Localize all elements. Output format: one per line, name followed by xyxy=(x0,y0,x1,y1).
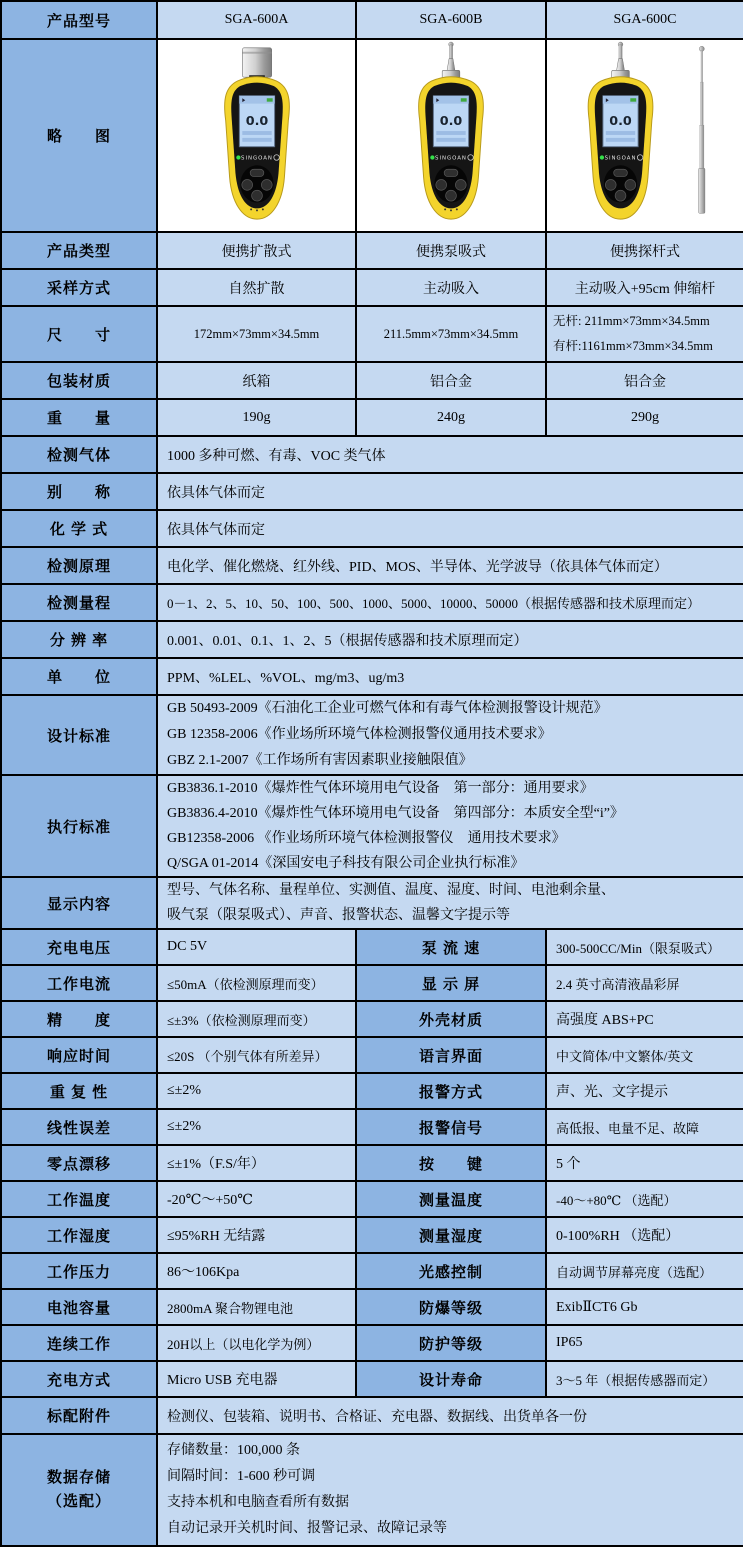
row-working-current-display xyxy=(1,965,743,1001)
detection-range-value: 0－1、2、5、10、50、100、500、1000、5000、10000、50000（根据传感器和技术原理而定） xyxy=(157,584,743,621)
accuracy-value: ≤±3%（依检测原理而变） xyxy=(157,1001,356,1037)
label-display-content: 显示内容 xyxy=(1,877,157,929)
label-explosionproof-grade: 防爆等级 xyxy=(356,1289,546,1325)
label-alarm-mode: 报警方式 xyxy=(356,1073,546,1109)
resolution-value: 0.001、0.01、0.1、1、2、5（根据传感器和技术原理而定） xyxy=(157,621,743,658)
label-exec-standard: 执行标准 xyxy=(1,775,157,877)
screen-row1 xyxy=(606,131,635,135)
design-standard-line2: GB 12358-2006《作业场所环境气体检测报警仪通用技术要求》 xyxy=(167,727,552,742)
packing-b: 铝合金 xyxy=(356,362,546,399)
case-material-value: 高强度 ABS+PC xyxy=(546,1001,743,1037)
screen-row2 xyxy=(436,138,465,142)
label-resolution: 分 辨 率 xyxy=(1,621,157,658)
sampling-c: 主动吸入+95cm 伸缩杆 xyxy=(546,269,743,306)
label-product-type: 产品类型 xyxy=(1,232,157,269)
row-dimensions xyxy=(1,306,743,362)
working-pressure-value: 86～106Kpa xyxy=(157,1253,356,1289)
data-storage-line3: 支持本机和电脑查看所有数据 xyxy=(167,1495,349,1510)
row-weight xyxy=(1,399,743,436)
packing-a: 纸箱 xyxy=(157,362,356,399)
exec-standard-line4: Q/SGA 01-2014《深国安电子科技有限公司企业执行标准》 xyxy=(167,856,525,871)
linearity-error-value: ≤±2% xyxy=(157,1109,356,1145)
row-working-humidity-measure-humidity xyxy=(1,1217,743,1253)
screen-row2 xyxy=(606,138,635,142)
row-sketch xyxy=(1,39,743,232)
label-detection-principle: 检测原理 xyxy=(1,547,157,584)
screen-row1 xyxy=(242,131,271,135)
label-case-material: 外壳材质 xyxy=(356,1001,546,1037)
battery-icon xyxy=(266,98,272,101)
unit-value: PPM、%LEL、%VOL、mg/m3、ug/m3 xyxy=(157,658,743,695)
row-linearity-alarm-signal xyxy=(1,1109,743,1145)
zero-drift-value: ≤±1%（F.S/年） xyxy=(157,1145,356,1181)
label-linearity-error: 线性误差 xyxy=(1,1109,157,1145)
screen-row2 xyxy=(242,138,271,142)
row-packing-material xyxy=(1,362,743,399)
label-product-model: 产品型号 xyxy=(1,1,157,39)
label-measure-temp: 测量温度 xyxy=(356,1181,546,1217)
label-alias: 别 称 xyxy=(1,473,157,510)
detector-pump-illustration xyxy=(386,40,516,226)
label-working-current: 工作电流 xyxy=(1,965,157,1001)
keypad-right-button xyxy=(261,180,272,191)
telescopic-rod xyxy=(699,46,705,213)
display-content-line1: 型号、气体名称、量程单位、实测值、温度、湿度、时间、电池剩余量、 xyxy=(167,883,615,898)
dimensions-c-rod: 有杆:1161mm×73mm×34.5mm xyxy=(553,339,713,353)
row-detection-principle xyxy=(1,547,743,584)
label-data-storage xyxy=(1,1434,157,1546)
keypad-left-button xyxy=(241,180,252,191)
row-standard-accessories xyxy=(1,1397,743,1434)
dimensions-a: 172mm×73mm×34.5mm xyxy=(157,306,356,362)
brand-text: SINGOAN xyxy=(435,155,467,162)
standard-accessories-value: 检测仪、包装箱、说明书、合格证、充电器、数据线、出货单各一份 xyxy=(157,1397,743,1434)
weight-a: 190g xyxy=(157,399,356,436)
detection-principle-value: 电化学、催化燃烧、红外线、PID、MOS、半导体、光学波导（依具体气体而定） xyxy=(157,547,743,584)
label-charge-voltage: 充电电压 xyxy=(1,929,157,965)
label-working-temp: 工作温度 xyxy=(1,1181,157,1217)
row-unit xyxy=(1,658,743,695)
label-language-ui: 语言界面 xyxy=(356,1037,546,1073)
screen-reading: 0.0 xyxy=(439,113,463,129)
response-time-value: ≤20S （个别气体有所差异） xyxy=(157,1037,356,1073)
label-repeatability: 重 复 性 xyxy=(1,1073,157,1109)
row-chemical-formula xyxy=(1,510,743,547)
repeatability-value: ≤±2% xyxy=(157,1073,356,1109)
measure-humidity-value: 0-100%RH （选配） xyxy=(546,1217,743,1253)
row-detection-range xyxy=(1,584,743,621)
keypad-menu-button xyxy=(250,169,264,176)
label-continuous-work: 连续工作 xyxy=(1,1325,157,1361)
row-charging-method-design-life xyxy=(1,1361,743,1397)
label-design-standard: 设计标准 xyxy=(1,695,157,775)
keypad-left-button xyxy=(436,180,447,191)
design-life-value: 3～5 年（根据传感器而定） xyxy=(546,1361,743,1397)
keypad-enter-button xyxy=(446,190,457,201)
measure-temp-value: -40～+80℃ （选配） xyxy=(546,1181,743,1217)
continuous-work-value: 20H以上（以电化学为例） xyxy=(157,1325,356,1361)
keypad-enter-button xyxy=(615,190,626,201)
dimensions-c-norod: 无杆: 211mm×73mm×34.5mm xyxy=(553,314,710,328)
brand-text: SINGOAN xyxy=(604,155,637,162)
light-control-value: 自动调节屏幕亮度（选配） xyxy=(546,1253,743,1289)
protection-grade-value: IP65 xyxy=(546,1325,743,1361)
row-alias xyxy=(1,473,743,510)
alias-value: 依具体气体而定 xyxy=(157,473,743,510)
charging-method-value: Micro USB 充电器 xyxy=(157,1361,356,1397)
probe-cone xyxy=(447,59,455,71)
sampling-a: 自然扩散 xyxy=(157,269,356,306)
product-type-c: 便携探杆式 xyxy=(546,232,743,269)
keypad-menu-button xyxy=(444,169,458,176)
alarm-mode-value: 声、光、文字提示 xyxy=(546,1073,743,1109)
row-working-temp-measure-temp xyxy=(1,1181,743,1217)
display-content-value xyxy=(157,877,743,929)
keypad-right-button xyxy=(625,180,636,191)
label-protection-grade: 防护等级 xyxy=(356,1325,546,1361)
model-c-cell: SGA-600C xyxy=(546,1,743,39)
label-accuracy: 精 度 xyxy=(1,1001,157,1037)
detected-gas-value: 1000 多种可燃、有毒、VOC 类气体 xyxy=(157,436,743,473)
detector-diffusion-illustration xyxy=(192,40,322,226)
label-standard-accessories: 标配附件 xyxy=(1,1397,157,1434)
row-design-standard xyxy=(1,695,743,775)
exec-standard-line2: GB3836.4-2010《爆炸性气体环境用电气设备 第四部分：本质安全型“i”》 xyxy=(167,806,624,821)
keypad-right-button xyxy=(455,180,466,191)
row-response-time-language xyxy=(1,1037,743,1073)
brand-text: SINGOAN xyxy=(240,155,273,162)
row-exec-standard xyxy=(1,775,743,877)
label-weight: 重 量 xyxy=(1,399,157,436)
label-light-control: 光感控制 xyxy=(356,1253,546,1289)
exec-standard-line1: GB3836.1-2010《爆炸性气体环境用电气设备 第一部分：通用要求》 xyxy=(167,781,594,796)
status-led xyxy=(430,155,434,159)
label-sketch: 略 图 xyxy=(1,39,157,232)
probe-rod xyxy=(619,45,622,59)
explosionproof-grade-value: ExibⅡCT6 Gb xyxy=(546,1289,743,1325)
label-pump-flow: 泵 流 速 xyxy=(356,929,546,965)
working-temp-value: -20℃～+50℃ xyxy=(157,1181,356,1217)
row-sampling-method xyxy=(1,269,743,306)
label-keys: 按 键 xyxy=(356,1145,546,1181)
product-type-b: 便携泵吸式 xyxy=(356,232,546,269)
label-alarm-signal: 报警信号 xyxy=(356,1109,546,1145)
data-storage-value xyxy=(157,1434,743,1546)
label-detected-gas: 检测气体 xyxy=(1,436,157,473)
alarm-signal-value: 高低报、电量不足、故障 xyxy=(546,1109,743,1145)
charge-voltage-value: DC 5V xyxy=(157,929,356,965)
row-data-storage xyxy=(1,1434,743,1546)
row-product-model xyxy=(1,1,743,39)
sampling-b: 主动吸入 xyxy=(356,269,546,306)
status-led xyxy=(600,155,604,159)
row-working-pressure-light-control xyxy=(1,1253,743,1289)
label-packing-material: 包装材质 xyxy=(1,362,157,399)
screen-row1 xyxy=(436,131,465,135)
data-storage-line4: 自动记录开关机时间、报警记录、故障记录等 xyxy=(167,1521,447,1536)
label-design-life: 设计寿命 xyxy=(356,1361,546,1397)
working-current-value: ≤50mA（依检测原理而变） xyxy=(157,965,356,1001)
packing-c: 铝合金 xyxy=(546,362,743,399)
label-chemical-formula: 化 学 式 xyxy=(1,510,157,547)
pump-flow-value: 300-500CC/Min（限泵吸式） xyxy=(546,929,743,965)
keys-value: 5 个 xyxy=(546,1145,743,1181)
data-storage-label-line1: 数据存储 xyxy=(46,1469,111,1486)
data-storage-line2: 间隔时间：1-600 秒可调 xyxy=(167,1469,316,1484)
design-standard-line3: GBZ 2.1-2007《工作场所有害因素职业接触限值》 xyxy=(167,753,473,768)
label-working-pressure: 工作压力 xyxy=(1,1253,157,1289)
language-ui-value: 中文简体/中文繁体/英文 xyxy=(546,1037,743,1073)
battery-icon xyxy=(461,98,467,101)
row-detected-gas xyxy=(1,436,743,473)
label-sampling-method: 采样方式 xyxy=(1,269,157,306)
label-zero-drift: 零点漂移 xyxy=(1,1145,157,1181)
label-unit: 单 位 xyxy=(1,658,157,695)
exec-standard-line3: GB12358-2006 《作业场所环境气体检测报警仪 通用技术要求》 xyxy=(167,831,566,846)
dimensions-b: 211.5mm×73mm×34.5mm xyxy=(356,306,546,362)
label-detection-range: 检测量程 xyxy=(1,584,157,621)
display-content-line2: 吸气泵（限泵吸式）、声音、报警状态、温馨文字提示等 xyxy=(167,908,510,923)
label-dimensions: 尺 寸 xyxy=(1,306,157,362)
row-continuous-work-protection xyxy=(1,1325,743,1361)
label-battery-capacity: 电池容量 xyxy=(1,1289,157,1325)
device-image-sga-600c xyxy=(546,39,743,232)
probe-rod xyxy=(449,45,452,59)
product-type-a: 便携扩散式 xyxy=(157,232,356,269)
screen-reading: 0.0 xyxy=(245,113,268,129)
label-charging-method: 充电方式 xyxy=(1,1361,157,1397)
weight-c: 290g xyxy=(546,399,743,436)
dimensions-c xyxy=(546,306,743,362)
row-display-content xyxy=(1,877,743,929)
design-standard-value xyxy=(157,695,743,775)
working-humidity-value: ≤95%RH 无结露 xyxy=(157,1217,356,1253)
detector-probe-illustration xyxy=(560,40,730,226)
weight-b: 240g xyxy=(356,399,546,436)
label-display-screen: 显 示 屏 xyxy=(356,965,546,1001)
row-accuracy-case xyxy=(1,1001,743,1037)
label-working-humidity: 工作湿度 xyxy=(1,1217,157,1253)
battery-icon xyxy=(630,98,636,101)
model-b-cell: SGA-600B xyxy=(356,1,546,39)
row-charge-voltage-pump-flow xyxy=(1,929,743,965)
row-repeatability-alarm-mode xyxy=(1,1073,743,1109)
model-a-cell: SGA-600A xyxy=(157,1,356,39)
device-image-sga-600a xyxy=(157,39,356,232)
design-standard-line1: GB 50493-2009《石油化工企业可燃气体和有毒气体检测报警设计规范》 xyxy=(167,701,608,716)
battery-capacity-value: 2800mA 聚合物锂电池 xyxy=(157,1289,356,1325)
label-response-time: 响应时间 xyxy=(1,1037,157,1073)
row-resolution xyxy=(1,621,743,658)
keypad-left-button xyxy=(605,180,616,191)
row-battery-explosionproof xyxy=(1,1289,743,1325)
data-storage-line1: 存储数量：100,000 条 xyxy=(167,1443,300,1458)
probe-cone xyxy=(617,59,625,71)
data-storage-label-line2: （选配） xyxy=(46,1493,111,1510)
screen-reading: 0.0 xyxy=(609,113,632,129)
exec-standard-value xyxy=(157,775,743,877)
row-zero-drift-keys xyxy=(1,1145,743,1181)
keypad-menu-button xyxy=(614,169,628,176)
row-product-type xyxy=(1,232,743,269)
device-image-sga-600b xyxy=(356,39,546,232)
status-led xyxy=(236,155,240,159)
display-screen-value: 2.4 英寸高清液晶彩屏 xyxy=(546,965,743,1001)
label-measure-humidity: 测量湿度 xyxy=(356,1217,546,1253)
keypad-enter-button xyxy=(251,190,262,201)
chemical-formula-value: 依具体气体而定 xyxy=(157,510,743,547)
